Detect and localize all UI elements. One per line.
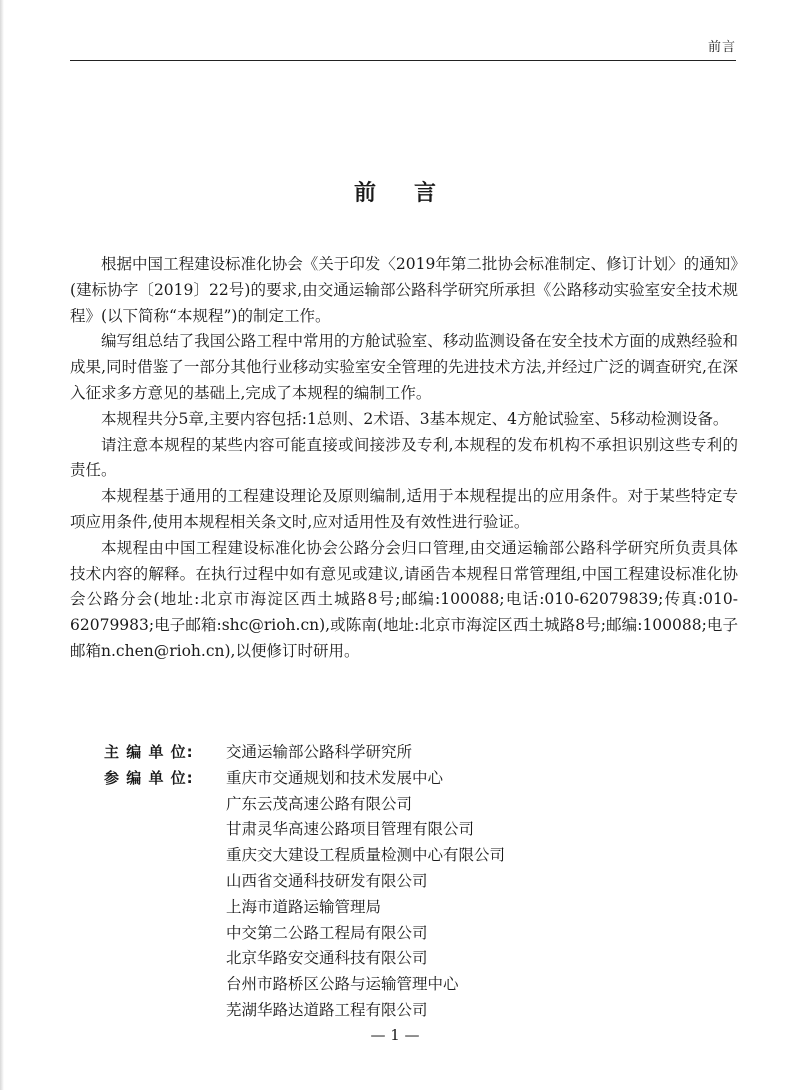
paragraph: 请注意本规程的某些内容可能直接或间接涉及专利,本规程的发布机构不承担识别这些专利的责任。: [70, 435, 738, 480]
paragraph: 本规程由中国工程建设标准化协会公路分会归口管理,由交通运输部公路科学研究所负责具体技术内容的解释。在执行过程中如有意见或建议,请函告本规程日常管理组,中国工程建设标准化协会公路分会(地址:北京市海淀区西土城路8号;邮编:100088;电话:010-62079839;传真:010-62079983;电子邮箱:shc@rioh.cn),或陈南(地址:北京市海淀区西土城路8号;邮编:100088;电子邮箱n.chen@rioh.cn),以便修订时研用。: [70, 538, 738, 660]
participant-units-label: 参 编 单 位:: [104, 768, 194, 787]
participant-units-row: [104, 766, 505, 1024]
participant-unit: 台州市路桥区公路与运输管理中心: [226, 975, 459, 994]
participant-unit: 芜湖华路达道路工程有限公司: [226, 1000, 428, 1019]
participant-unit: 重庆市交通规划和技术发展中心: [226, 768, 444, 787]
drafting-units: [104, 740, 505, 1024]
paragraph: 本规程基于通用的工程建设理论及原则编制,适用于本规程提出的应用条件。对于某些特定专项应用条件,使用本规程相关条文时,应对适用性及有效性进行验证。: [70, 487, 738, 531]
chief-unit-name: 交通运输部公路科学研究所: [226, 743, 413, 761]
participant-unit: 重庆交大建设工程质量检测中心有限公司: [226, 846, 506, 865]
paragraph: 本规程共分5章,主要内容包括:1总则、2术语、3基本规定、4方舱试验室、5移动检测设备。: [101, 409, 729, 428]
paragraph: 编写组总结了我国公路工程中常用的方舱试验室、移动监测设备在安全技术方面的成熟经验和成果,同时借鉴了一部分其他行业移动实验室安全管理的先进技术方法,并经过广泛的调查研究,在深入征求多方意见的基础上,完成了本规程的编制工作。: [70, 332, 738, 402]
participant-unit: 山西省交通科技研发有限公司: [226, 871, 428, 890]
participant-unit: 甘肃灵华高速公路项目管理有限公司: [226, 820, 475, 839]
page-number: — 1 —: [370, 1026, 420, 1044]
participant-unit: 中交第二公路工程局有限公司: [226, 923, 428, 942]
page-title: 前言: [353, 180, 474, 206]
running-header: 前言: [707, 40, 736, 55]
participant-unit: 上海市道路运输管理局: [226, 897, 382, 916]
page-edge-shadow: [0, 0, 4, 1090]
participant-unit: 北京华路安交通科技有限公司: [226, 949, 428, 968]
paragraph: 根据中国工程建设标准化协会《关于印发〈2019年第二批协会标准制定、修订计划〉的通知》(建标协字〔2019〕22号)的要求,由交通运输部公路科学研究所承担《公路移动实验室安全技术规程》(以下简称“本规程”)的制定工作。: [70, 255, 738, 325]
chief-unit-row: [104, 740, 505, 766]
header-rule: [70, 60, 736, 61]
participant-units-list: [226, 766, 505, 1024]
chief-unit-label: 主 编 单 位:: [104, 743, 194, 761]
preface-body: [70, 252, 738, 665]
participant-unit: 广东云茂高速公路有限公司: [226, 794, 413, 813]
